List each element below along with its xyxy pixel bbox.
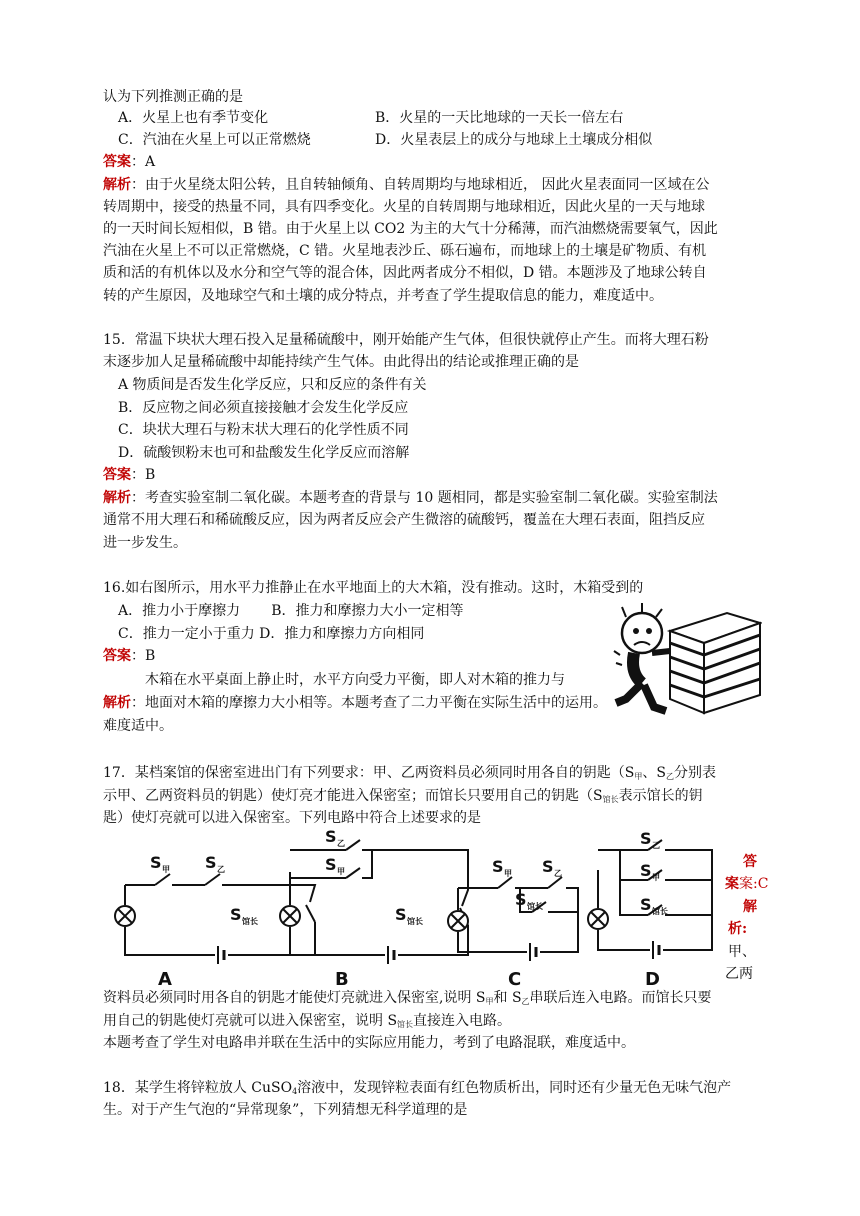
q17-explain-2: 用自己的钥匙使灯亮就可以进入保密室，说明 $S_{馆长}$直接连入电路。	[103, 1013, 512, 1029]
circuit-label-c: C	[508, 969, 522, 990]
person-pushing-crate-illustration	[612, 603, 762, 720]
svg-text:甲: 甲	[337, 867, 345, 876]
svg-text:S: S	[395, 905, 407, 924]
q15-answer: 答案：B	[103, 467, 156, 483]
q14-option-b: B．火星的一天比地球的一天长一倍左右	[375, 110, 624, 126]
svg-text:馆长: 馆长	[527, 902, 543, 911]
analysis-label: 解析	[103, 177, 131, 193]
q18-stem-2: 生。对于产生气泡的“异常现象”，下列猜想无科学道理的是	[103, 1102, 468, 1118]
q14-analysis-2: 转周期中，接受的热量不同，具有四季变化。火星的自转周期与地球相近，因此火星的一天与地球	[103, 199, 705, 215]
q14-analysis-1: 解析：由于火星绕太阳公转，且自转轴倾角、自转周期均与地球相近， 因此火星表面同一区域在公	[103, 177, 710, 193]
q15-analysis-3: 进一步发生。	[103, 535, 187, 551]
q16-options-cd: C．推力一定小于重力 D．推力和摩擦力方向相同	[118, 626, 425, 642]
circuit-label-b: B	[335, 969, 349, 990]
svg-text:甲: 甲	[652, 873, 660, 882]
q17-side-6: 乙两	[725, 966, 753, 982]
q18-stem-1: 18．某学生将锌粒放人 CuSO$_4$溶液中，发现锌粒表面有红色物质析出，同时还有少量无色无味气泡产	[103, 1080, 732, 1096]
q14-analysis-6: 转的产生原因，及地球空气和土壤的成分特点，并考查了学生提取信息的能力，难度适中。	[103, 288, 663, 304]
q17-side-4: 析:	[728, 921, 748, 937]
svg-text:乙: 乙	[652, 841, 660, 850]
q17-stem-3: 匙）使灯亮就可以进入保密室。下列电路中符合上述要求的是	[103, 810, 481, 826]
svg-text:馆长: 馆长	[407, 917, 423, 926]
svg-text:S: S	[542, 857, 554, 876]
svg-text:S: S	[150, 853, 162, 872]
q16-analysis-1: 木箱在水平桌面上静止时，水平方向受力平衡，即人对木箱的推力与	[145, 672, 565, 688]
q16-options-ab: A．推力小于摩擦力 B．推力和摩擦力大小一定相等	[118, 603, 464, 619]
svg-text:乙: 乙	[554, 869, 562, 878]
q16-stem: 16.如右图所示，用水平力推静止在水平地面上的大木箱，没有推动。这时，木箱受到的	[103, 580, 644, 596]
q17-side-1: 答	[743, 854, 757, 870]
svg-text:S: S	[640, 861, 652, 880]
q16-analysis-3: 难度适中。	[103, 718, 173, 734]
q14-analysis-3: 的一天时间长短相似，B 错。由于火星上以 CO2 为主的大气十分稀薄，而汽油燃烧需要氧气，因此	[103, 221, 718, 237]
q17-explain-3: 本题考查了学生对电路串并联在生活中的实际应用能力，考到了电路混联，难度适中。	[103, 1035, 635, 1051]
q14-option-d: D．火星表层上的成分与地球上土壤成分相似	[375, 132, 653, 148]
svg-text:S: S	[492, 857, 504, 876]
svg-text:馆长: 馆长	[242, 917, 258, 926]
q14-option-c: C．汽油在火星上可以正常燃烧	[118, 132, 311, 148]
svg-text:S: S	[325, 830, 337, 846]
q15-analysis-1: 解析：考查实验室制二氧化碳。本题考查的背景与 10 题相同，都是实验室制二氧化碳。实验室制法	[103, 490, 718, 506]
q15-option-c: C．块状大理石与粉末状大理石的化学性质不同	[118, 422, 409, 438]
svg-text:S: S	[515, 890, 527, 909]
svg-text:S: S	[205, 853, 217, 872]
svg-text:乙: 乙	[217, 865, 225, 874]
circuit-label-d: D	[645, 969, 660, 990]
svg-text:馆长: 馆长	[652, 907, 668, 916]
svg-text:甲: 甲	[162, 865, 170, 874]
circuit-label-a: A	[158, 969, 172, 990]
q17-explain-1: 资料员必须同时用各自的钥匙才能使灯亮就进入保密室,说明 $S_甲$和 $S_乙$串联后连入电路。而馆长只要	[103, 990, 712, 1006]
q17-side-3: 解	[743, 899, 757, 915]
circuit-diagrams	[110, 830, 730, 990]
q17-side-2: 案案:C	[725, 876, 769, 892]
q15-option-d: D．硫酸钡粉末也可和盐酸发生化学反应而溶解	[118, 445, 410, 461]
q15-option-b: B．反应物之间必须直接接触才会发生化学反应	[118, 400, 409, 416]
svg-text:乙: 乙	[337, 839, 345, 848]
svg-text:S: S	[230, 905, 242, 924]
q15-option-a: A 物质间是否发生化学反应，只和反应的条件有关	[118, 377, 427, 393]
q14-analysis-4: 汽油在火星上不可以正常燃烧，C 错。火星地表沙丘、砾石遍布，而地球上的土壤是矿物质、有机	[103, 243, 707, 259]
q16-answer: 答案：B	[103, 648, 156, 664]
svg-text:S: S	[640, 830, 652, 848]
q15-stem-2: 末逐步加人足量稀硫酸中却能持续产生气体。由此得出的结论或推理正确的是	[103, 354, 579, 370]
svg-text:甲: 甲	[504, 869, 512, 878]
q14-option-a: A．火星上也有季节变化	[118, 110, 269, 126]
q14-analysis-5: 质和活的有机体以及水分和空气等的混合体，因此两者成分不相似，D 错。本题涉及了地球公转自	[103, 265, 707, 281]
answer-label: 答案	[103, 154, 131, 170]
q17-stem-1: 17．某档案馆的保密室进出门有下列要求：甲、乙两资料员必须同时用各自的钥匙（$S_甲$、$S_乙$分别表	[103, 765, 716, 781]
q16-analysis-2: 解析：地面对木箱的摩擦力大小相等。本题考查了二力平衡在实际生活中的运用。	[103, 695, 607, 711]
q17-side-5: 甲、	[728, 944, 756, 960]
q14-answer: 答案：A	[103, 154, 156, 170]
q15-stem-1: 15．常温下块状大理石投入足量稀硫酸中，刚开始能产生气体，但很快就停止产生。而将大理石粉	[103, 332, 709, 348]
q14-stem-tail: 认为下列推测正确的是	[103, 89, 243, 105]
q15-analysis-2: 通常不用大理石和稀硫酸反应，因为两者反应会产生微溶的硫酸钙，覆盖在大理石表面，阻挡反应	[103, 512, 705, 528]
svg-text:S: S	[640, 895, 652, 914]
svg-text:S: S	[325, 855, 337, 874]
q17-stem-2: 示甲、乙两资料员的钥匙）使灯亮才能进入保密室；而馆长只要用自己的钥匙（$S_{馆长}$表示馆长的钥	[103, 788, 703, 804]
